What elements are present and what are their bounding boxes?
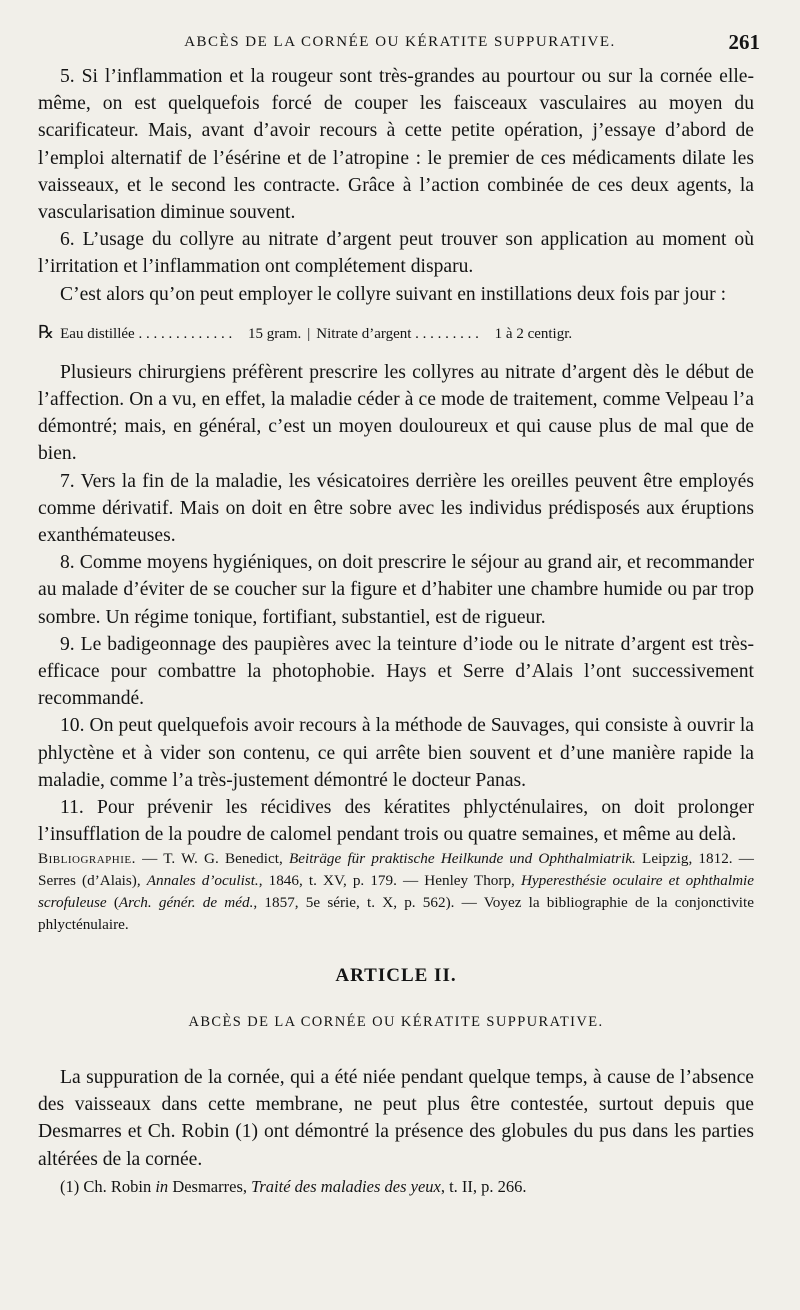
- article-heading: ARTICLE II.: [335, 964, 457, 986]
- recipe-symbol: ℞: [38, 321, 55, 342]
- formula-quantity-water: 15 gram.: [247, 325, 302, 342]
- formula-leader-dots: . . . . . . . . .: [411, 325, 483, 342]
- page-number: 261: [728, 30, 760, 54]
- bibliography-text: — T. W. G. Benedict,: [135, 850, 289, 868]
- formula-item-water: Eau distillée: [60, 325, 135, 342]
- paragraph-5: 5. Si l’inflammation et la rougeur sont très-grandes au pourtour ou sur la cornée elle-même, on est quelquefois forcé de couper les faisceaux vasculaires au moyen du scarificateur. Mais, avant d’avoir recours à cette petite opération, j’essaye d’abord de l’emploi alternatif de l’ésérine et de l’atropine : le premier de ces médicaments dilate les vaisseaux, et le second les contracte. Grâce à l’action combinée de ces deux agents, la vascularisation diminue souvent.: [38, 66, 754, 224]
- bibliography-label: Bibliographie.: [38, 850, 136, 868]
- paragraph-10: 10. On peut quelquefois avoir recours à la méthode de Sauvages, qui consiste à ouvrir la phlyctène et à vider son contenu, ce qui arrête bien souvent et d’une manière rapide la maladie, comme l’a très-justement démontré le docteur Panas.: [38, 715, 754, 791]
- page-header: [40, 28, 760, 64]
- bibliography-text: Leipzig, 1812. — Serres (d’Alais),: [38, 850, 754, 890]
- paragraph-9: 9. Le badigeonnage des paupières avec la teinture d’iode ou le nitrate d’argent est très-efficace pour combattre la photophobie. Hays et Serre d’Alais l’ont successivement recommandé.: [38, 633, 754, 710]
- footnote-italic: in: [155, 1176, 169, 1196]
- bibliography-text: , 1857, 5e série, t. X, p. 562). — Voyez la bibliographie de la conjonctivite phlycténulaire.: [38, 894, 754, 933]
- bibliography-text: (: [106, 894, 119, 912]
- article-intro-paragraph: La suppuration de la cornée, qui a été niée pendant quelque temps, à cause de l’absence des vaisseaux dans cette membrane, ne peut plus être contestée, surtout depuis que Desmarres et Ch. Robin (1) ont démontré la présence des globules du pus dans les parties altérées de la cornée.: [38, 1067, 754, 1170]
- prescription-formula: [38, 322, 754, 344]
- paragraph-7: 7. Vers la fin de la maladie, les vésicatoires derrière les oreilles peuvent être employés comme dérivatif. Mais on doit en être sobre avec les individus prédisposés aux éruptions exanthémateuses.: [38, 470, 754, 547]
- footnote-text: Desmarres,: [168, 1176, 252, 1196]
- footnote-text: , t. II, p. 266.: [440, 1176, 527, 1196]
- formula-separator: |: [307, 325, 311, 342]
- bibliography-title: Annales d’oculist.: [146, 872, 259, 890]
- paragraph-6-continued: C’est alors qu’on peut employer le collyre suivant en instillations deux fois par jour :: [60, 283, 727, 305]
- bibliography-title: Beiträge für praktische Heilkunde und Ophthalmiatrik.: [288, 850, 636, 868]
- formula-leader-dots: . . . . . . . . . . . . .: [134, 325, 236, 342]
- formula-quantity-silver-nitrate: 1 à 2 centigr.: [494, 325, 573, 342]
- running-title: ABCÈS DE LA CORNÉE OU KÉRATITE SUPPURATIVE.: [184, 34, 616, 50]
- section-title: ABCÈS DE LA CORNÉE OU KÉRATITE SUPPURATIVE.: [188, 1013, 604, 1030]
- bibliography-title: Hyperesthésie oculaire et ophthalmie scrofuleuse: [38, 872, 755, 912]
- bibliography-text: , 1846, t. XV, p. 179. — Henley Thorp,: [258, 872, 521, 890]
- paragraph-8: 8. Comme moyens hygiéniques, on doit prescrire le séjour au grand air, et recommander au malade d’éviter de se coucher sur la figure et d’habiter une chambre humide ou par trop sombre. Un régime tonique, fortifiant, substantiel, est de rigueur.: [38, 552, 754, 628]
- bibliography-title: Arch. génér. de méd.: [118, 894, 254, 912]
- bibliography: [38, 848, 754, 935]
- paragraph-11: 11. Pour prévenir les récidives des kératites phlycténulaires, on doit prolonger l’insufflation de la poudre de calomel pendant trois ou quatre semaines, et même au delà.: [38, 797, 754, 846]
- formula-item-silver-nitrate: Nitrate d’argent: [316, 325, 412, 342]
- footnote: [38, 1173, 754, 1200]
- footnote-text: (1) Ch. Robin: [60, 1176, 156, 1196]
- paragraph-6-discussion: Plusieurs chirurgiens préfèrent prescrire les collyres au nitrate d’argent dès le début de l’affection. On a vu, en effet, la maladie céder à ce mode de traitement, comme Velpeau l’a démontré; mais, en général, c’est un moyen douloureux et qui cause plus de mal que de bien.: [38, 361, 754, 465]
- footnote-title: Traité des maladies des yeux: [251, 1176, 441, 1196]
- page-body: [38, 63, 754, 1200]
- paragraph-6: 6. L’usage du collyre au nitrate d’argent peut trouver son application au moment où l’irritation et l’inflammation ont complétement disparu.: [38, 229, 754, 278]
